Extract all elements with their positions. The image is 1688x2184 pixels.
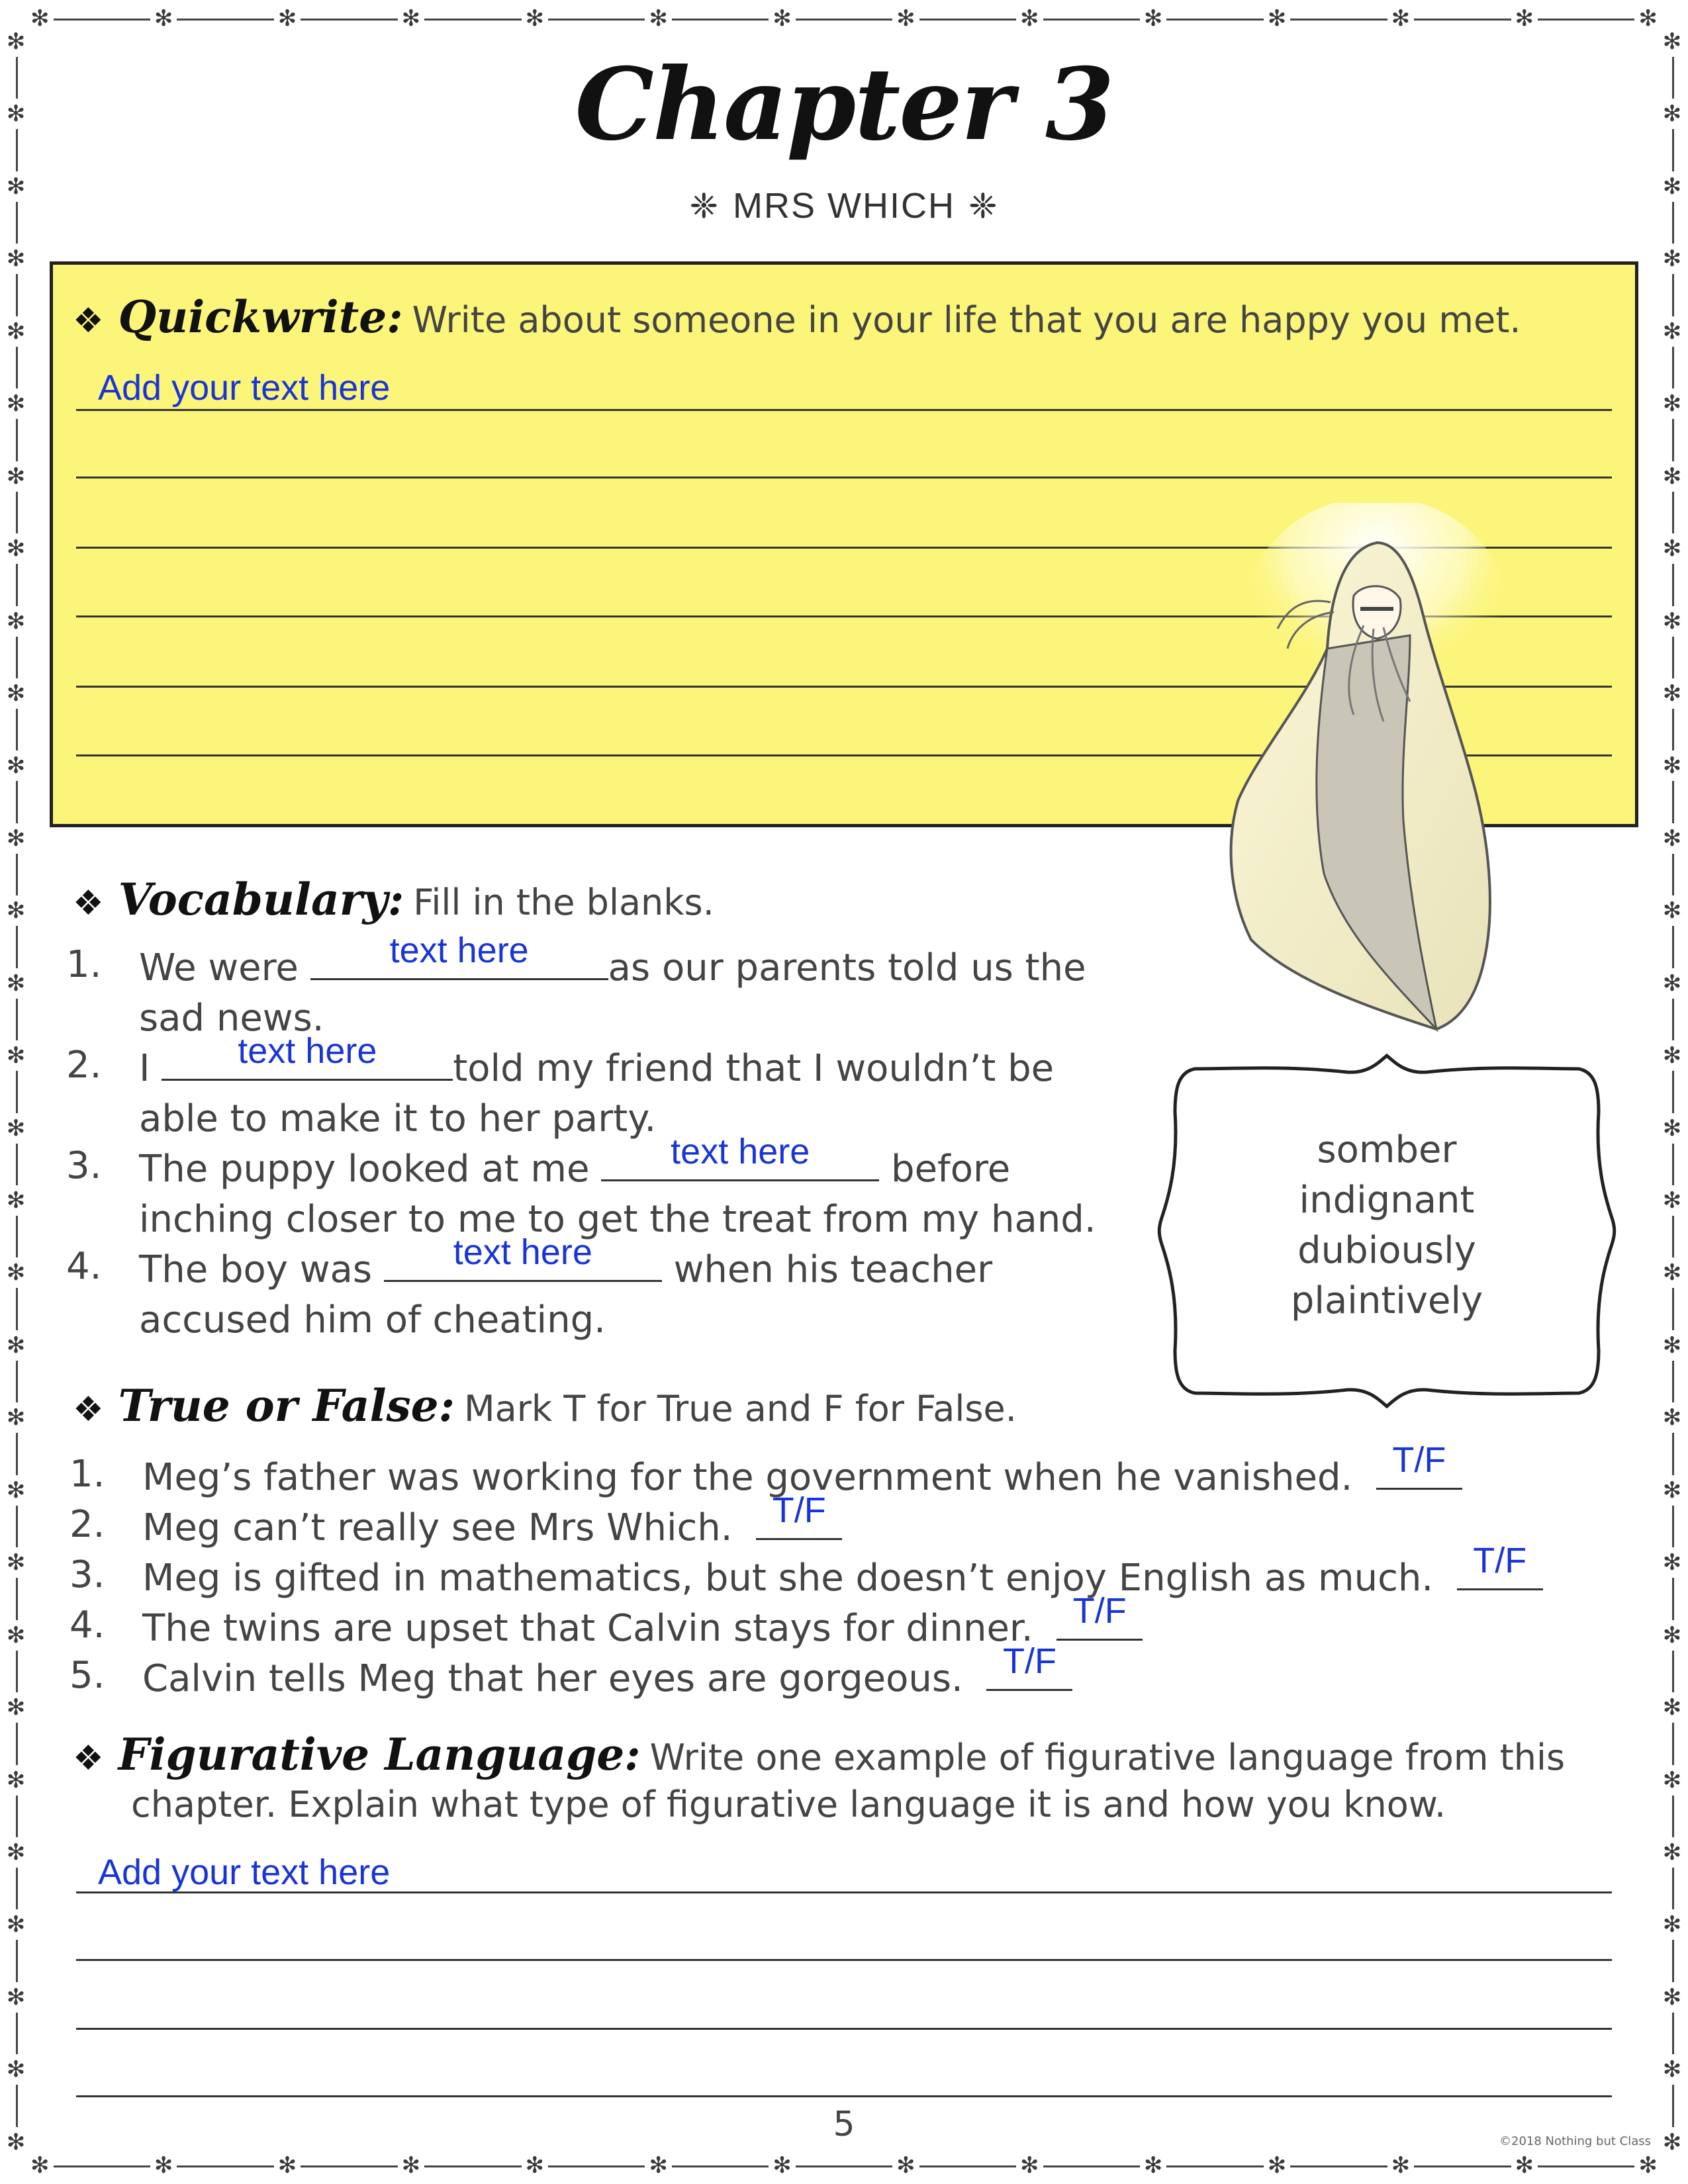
flourish-ornament-icon: ✻ [1663, 533, 1682, 564]
flourish-ornament-icon: ✻ [7, 968, 26, 999]
flourish-ornament-icon: ✻ [1511, 7, 1538, 30]
flourish-ornament-icon: ✻ [150, 7, 177, 30]
vocab-answer-field[interactable]: text here [671, 1132, 810, 1171]
flourish-ornament-icon: ✻ [7, 2054, 26, 2085]
diamond-bullet-icon: ❖ [73, 301, 104, 341]
diamond-bullet-icon: ❖ [73, 1390, 104, 1430]
flourish-ornament-icon: ✻ [1663, 1040, 1682, 1071]
word-bank-word: dubiously [1297, 1229, 1476, 1272]
vocab-item-text [139, 1031, 1055, 1144]
vocab-blank[interactable] [601, 1132, 879, 1181]
flourish-ornament-icon: ✻ [1663, 1765, 1682, 1796]
subtitle-text: MRS WHICH [733, 186, 955, 226]
flourish-ornament-icon: ✻ [1140, 2154, 1167, 2177]
vocab-blank[interactable] [310, 931, 608, 980]
flourish-ornament-icon: ✻ [522, 2154, 549, 2177]
flourish-ornament-icon: ✻ [1387, 7, 1415, 30]
word-bank [1155, 1052, 1618, 1410]
flourish-ornament-icon: ✻ [7, 1620, 26, 1651]
flourish-ornament-icon: ✻ [1663, 244, 1682, 274]
flourish-ornament-icon: ✻ [1663, 606, 1682, 637]
star-ornament-icon: ❈ [968, 187, 999, 226]
figurative-line [76, 1891, 1612, 1893]
figurative-heading-row [73, 1729, 1565, 1780]
tf-item-text [142, 1541, 1543, 1604]
quickwrite-line [76, 409, 1612, 411]
flourish-ornament-icon: ✻ [26, 7, 54, 30]
flourish-ornament-icon: ✻ [1663, 26, 1682, 57]
flourish-ornament-icon: ✻ [1663, 1982, 1682, 2013]
vocab-text-after: before [879, 1148, 1011, 1191]
vocab-item [66, 1232, 1158, 1347]
flourish-ornament-icon: ✻ [7, 316, 26, 347]
flourish-ornament-icon: ✻ [1663, 2127, 1682, 2158]
true-false-instruction: Mark T for True and F for False. [464, 1388, 1017, 1430]
word-bank-list [1155, 1125, 1618, 1326]
flourish-ornament-icon: ✻ [1634, 7, 1662, 30]
tf-statement: Calvin tells Meg that her eyes are gorgeous. [142, 1657, 963, 1700]
flourish-ornament-icon: ✻ [892, 2154, 919, 2177]
flourish-ornament-icon: ✻ [398, 7, 425, 30]
figurative-heading: Figurative Language: [118, 1729, 641, 1780]
flourish-ornament-icon: ✻ [7, 1837, 26, 1868]
flourish-ornament-icon: ✻ [769, 7, 796, 30]
copyright-notice: ©2018 Nothing but Class [1499, 2134, 1651, 2148]
flourish-ornament-icon: ✻ [1663, 2054, 1682, 2085]
flourish-ornament-icon: ✻ [1387, 2154, 1415, 2177]
tf-item-number: 1. [70, 1453, 105, 1496]
figurative-prompt-line2: chapter. Explain what type of figurative language it is and how you know. [131, 1784, 1446, 1825]
flourish-ornament-icon: ✻ [7, 751, 26, 781]
flourish-ornament-icon: ✻ [1634, 2154, 1662, 2177]
flourish-ornament-icon: ✻ [1663, 1475, 1682, 1506]
diamond-bullet-icon: ❖ [73, 884, 104, 923]
flourish-ornament-icon: ✻ [1016, 7, 1043, 30]
flourish-ornament-icon: ✻ [398, 2154, 425, 2177]
flourish-ornament-icon: ✻ [1663, 1402, 1682, 1433]
flourish-ornament-icon: ✻ [7, 823, 26, 854]
flourish-ornament-icon: ✻ [1264, 2154, 1291, 2177]
quickwrite-prompt: Write about someone in your life that you are happy you met. [412, 299, 1521, 341]
flourish-ornament-icon: ✻ [7, 1402, 26, 1433]
vocab-item-text [139, 1232, 993, 1345]
flourish-ornament-icon: ✻ [522, 7, 549, 30]
tf-item [70, 1490, 1625, 1550]
tf-item-number: 2. [70, 1503, 105, 1546]
tf-blank[interactable] [986, 1641, 1072, 1691]
border-top [26, 5, 1662, 32]
tf-statement: The twins are upset that Calvin stays for dinner. [142, 1607, 1033, 1650]
tf-statement: Meg is gifted in mathematics, but she doesn’t enjoy English as much. [142, 1557, 1434, 1600]
tf-item [70, 1591, 1625, 1651]
tf-answer-field[interactable]: T/F [1072, 1591, 1127, 1631]
flourish-ornament-icon: ✻ [7, 1257, 26, 1288]
vocab-text-line2: able to make it to her party. [139, 1097, 657, 1140]
flourish-ornament-icon: ✻ [1663, 461, 1682, 492]
tf-item-text [142, 1490, 842, 1553]
tf-blank[interactable] [1376, 1440, 1462, 1490]
flourish-ornament-icon: ✻ [7, 1765, 26, 1796]
flourish-ornament-icon: ✻ [769, 2154, 796, 2177]
flourish-ornament-icon: ✻ [1663, 1547, 1682, 1578]
page-subtitle [0, 185, 1688, 226]
vocab-answer-field[interactable]: text here [389, 931, 529, 970]
vocab-text-before: The boy was [139, 1248, 384, 1291]
vocab-text-line2: sad news. [139, 997, 324, 1040]
flourish-ornament-icon: ✻ [7, 1113, 26, 1144]
flourish-ornament-icon: ✻ [1663, 316, 1682, 347]
tf-item [70, 1641, 1625, 1701]
vocab-item-number: 3. [66, 1144, 102, 1187]
flourish-ornament-icon: ✻ [7, 388, 26, 419]
flourish-ornament-icon: ✻ [7, 1040, 26, 1071]
vocab-answer-field[interactable]: text here [453, 1232, 592, 1272]
border-right [1659, 26, 1685, 2158]
flourish-ornament-icon: ✻ [1663, 1257, 1682, 1288]
flourish-ornament-icon: ✻ [892, 7, 919, 30]
flourish-ornament-icon: ✻ [1663, 1909, 1682, 1940]
mrs-which-illustration [1211, 503, 1529, 1046]
flourish-ornament-icon: ✻ [7, 99, 26, 129]
vocab-item-number: 2. [66, 1044, 102, 1087]
flourish-ornament-icon: ✻ [7, 1692, 26, 1723]
flourish-ornament-icon: ✻ [1663, 1113, 1682, 1144]
vocab-text-after: as our parents told us the [608, 946, 1086, 989]
tf-blank[interactable] [756, 1490, 842, 1540]
tf-blank[interactable] [1457, 1541, 1543, 1590]
word-bank-word: plaintively [1290, 1279, 1483, 1322]
tf-answer-field[interactable]: T/F [1002, 1641, 1056, 1681]
true-false-heading-row [73, 1380, 1017, 1432]
flourish-ornament-icon: ✻ [7, 678, 26, 709]
flourish-ornament-icon: ✻ [1264, 7, 1291, 30]
flourish-ornament-icon: ✻ [1663, 1620, 1682, 1651]
flourish-ornament-icon: ✻ [1663, 1692, 1682, 1723]
flourish-ornament-icon: ✻ [1663, 751, 1682, 781]
tf-item-number: 3. [70, 1553, 105, 1596]
star-ornament-icon: ❈ [689, 187, 720, 226]
flourish-ornament-icon: ✻ [7, 606, 26, 637]
flourish-ornament-icon: ✻ [1140, 7, 1167, 30]
quickwrite-heading-row [73, 291, 1521, 343]
flourish-ornament-icon: ✻ [7, 1185, 26, 1216]
flourish-ornament-icon: ✻ [1663, 388, 1682, 419]
vocab-text-line2: inching closer to me to get the treat from my hand. [139, 1198, 1096, 1241]
vocab-text-line2: accused him of cheating. [139, 1298, 606, 1342]
vocab-answer-field[interactable]: text here [238, 1031, 377, 1071]
flourish-ornament-icon: ✻ [1016, 2154, 1043, 2177]
flourish-ornament-icon: ✻ [1663, 1330, 1682, 1361]
vocabulary-heading-row [73, 874, 714, 925]
quickwrite-heading: Quickwrite: [118, 291, 403, 343]
flourish-ornament-icon: ✻ [7, 895, 26, 926]
tf-answer-field[interactable]: T/F [772, 1490, 826, 1530]
flourish-ornament-icon: ✻ [150, 2154, 177, 2177]
flourish-ornament-icon: ✻ [7, 1330, 26, 1361]
vocab-text-after: when his teacher [661, 1248, 993, 1291]
tf-item-number: 4. [70, 1604, 105, 1647]
flourish-ornament-icon: ✻ [1663, 968, 1682, 999]
tf-answer-field[interactable]: T/F [1392, 1440, 1446, 1480]
true-false-heading: True or False: [118, 1380, 455, 1432]
flourish-ornament-icon: ✻ [7, 26, 26, 57]
vocab-item-number: 1. [66, 943, 102, 986]
tf-item-number: 5. [70, 1654, 105, 1697]
flourish-ornament-icon: ✻ [7, 1547, 26, 1578]
vocab-blank[interactable] [384, 1232, 662, 1282]
flourish-ornament-icon: ✻ [7, 533, 26, 564]
page-title: Chapter 3 [575, 46, 1113, 163]
flourish-ornament-icon: ✻ [645, 2154, 672, 2177]
figurative-line [76, 2095, 1612, 2097]
flourish-ornament-icon: ✻ [26, 2154, 54, 2177]
flourish-ornament-icon: ✻ [7, 461, 26, 492]
flourish-ornament-icon: ✻ [1663, 1837, 1682, 1868]
flourish-ornament-icon: ✻ [1511, 2154, 1538, 2177]
figurative-line [76, 2028, 1612, 2030]
figurative-answer-field[interactable]: Add your text here [98, 1852, 391, 1892]
word-bank-word: somber [1317, 1128, 1457, 1171]
tf-item-text [142, 1641, 1072, 1704]
flourish-ornament-icon: ✻ [1663, 823, 1682, 854]
figurative-line [76, 1959, 1612, 1961]
figurative-prompt-row2 [131, 1784, 1446, 1825]
flourish-ornament-icon: ✻ [1663, 678, 1682, 709]
flourish-ornament-icon: ✻ [7, 1475, 26, 1506]
diamond-bullet-icon: ❖ [73, 1739, 104, 1778]
tf-item [70, 1541, 1625, 1600]
vocabulary-instruction: Fill in the blanks. [413, 882, 714, 923]
flourish-ornament-icon: ✻ [274, 7, 301, 30]
flourish-ornament-icon: ✻ [1663, 171, 1682, 202]
flourish-ornament-icon: ✻ [7, 171, 26, 202]
vocab-text-before: We were [139, 946, 310, 989]
figurative-prompt-line1: Write one example of figurative language from this [649, 1737, 1566, 1778]
flourish-ornament-icon: ✻ [274, 2154, 301, 2177]
border-bottom [26, 2152, 1662, 2179]
flourish-ornament-icon: ✻ [7, 1909, 26, 1940]
quickwrite-line [76, 477, 1612, 478]
tf-blank[interactable] [1056, 1591, 1143, 1641]
flourish-ornament-icon: ✻ [1663, 1185, 1682, 1216]
flourish-ornament-icon: ✻ [7, 1982, 26, 2013]
flourish-ornament-icon: ✻ [1663, 99, 1682, 129]
page-number: 5 [833, 2105, 855, 2144]
tf-item [70, 1440, 1625, 1500]
tf-statement: Meg’s father was working for the government when he vanished. [142, 1456, 1353, 1499]
flourish-ornament-icon: ✻ [1663, 895, 1682, 926]
tf-answer-field[interactable]: T/F [1473, 1541, 1527, 1580]
tf-statement: Meg can’t really see Mrs Which. [142, 1506, 733, 1549]
vocabulary-heading: Vocabulary: [118, 874, 404, 925]
vocab-item-number: 4. [66, 1245, 102, 1288]
vocab-text-before: I [139, 1047, 162, 1090]
border-left [3, 26, 29, 2158]
quickwrite-answer-field[interactable]: Add your text here [98, 368, 391, 408]
vocab-blank[interactable] [162, 1031, 453, 1081]
vocab-text-after: told my friend that I wouldn’t be [453, 1047, 1055, 1090]
word-bank-word: indignant [1299, 1179, 1475, 1222]
flourish-ornament-icon: ✻ [7, 244, 26, 274]
flourish-ornament-icon: ✻ [7, 2127, 26, 2158]
vocab-text-before: The puppy looked at me [139, 1148, 602, 1191]
flourish-ornament-icon: ✻ [645, 7, 672, 30]
